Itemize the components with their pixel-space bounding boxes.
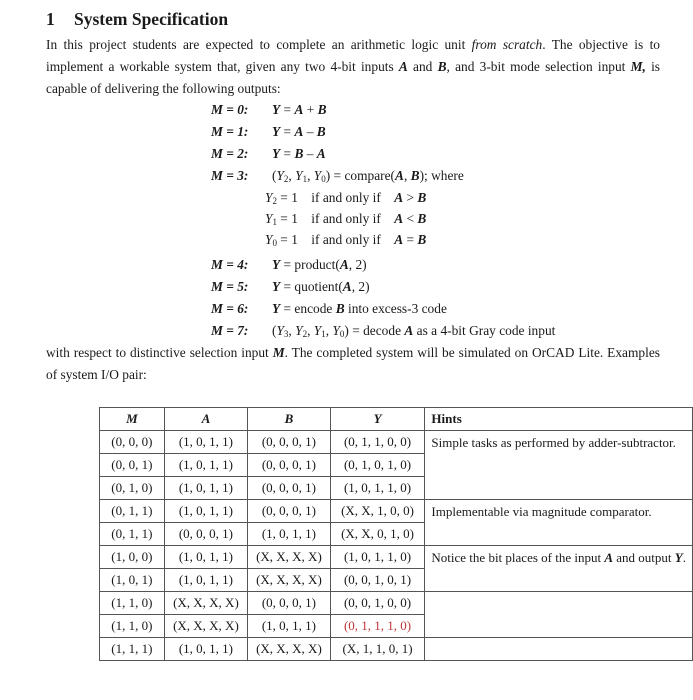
hint-cell: Implementable via magnitude comparator. xyxy=(425,500,693,546)
table-row: (1, 0, 0) (1, 0, 1, 1) (X, X, X, X) (1, 0, 1, 1, 0) Notice the bit places of the input A and output Y. xyxy=(100,546,693,569)
table-row: (0, 0, 1) (1, 0, 1, 1) (0, 0, 0, 1) (0, 1, 0, 1, 0) xyxy=(100,454,693,477)
section-title: System Specification xyxy=(74,9,229,29)
mode-expr: Y = A + B xyxy=(272,102,327,117)
outro-paragraph: with respect to distinctive selection input M. The completed system will be simulated on OrCAD Lite. Examples of system I/O pair: xyxy=(46,345,660,382)
table-row: (1, 1, 1) (1, 0, 1, 1) (X, X, X, X) (X, 1, 1, 0, 1) xyxy=(100,638,693,661)
mode-expr: ($Y_3$, $Y_2$, $Y_1$, $Y_0$) = decode A as a 4-bit Gray code input xyxy=(272,323,556,339)
mode-label: M = 5: xyxy=(211,279,249,294)
mode-label: M = 1: xyxy=(211,124,249,139)
header-y: Y xyxy=(330,408,425,431)
mode-expr: Y = product(A, 2) xyxy=(272,257,367,272)
mode-expr: Y = A – B xyxy=(272,124,326,139)
table-row: (0, 1, 1) (0, 0, 0, 1) (1, 0, 1, 1) (X, X, 0, 1, 0) xyxy=(100,523,693,546)
hint-cell-empty xyxy=(425,592,693,638)
header-hints: Hints xyxy=(425,408,693,431)
condition-row: $Y_0 = 1$ if and only if A = B xyxy=(265,232,427,248)
header-b: B xyxy=(248,408,331,431)
table-row: (1, 0, 1) (1, 0, 1, 1) (X, X, X, X) (0, 0, 1, 0, 1) xyxy=(100,569,693,592)
hint-cell: Simple tasks as performed by adder-subtractor. xyxy=(425,431,693,500)
section-number: 1 xyxy=(46,9,55,29)
mode-expr: Y = encode B into excess-3 code xyxy=(272,301,447,316)
intro-paragraph: In this project students are expected to complete an arithmetic logic unit from scratch. The objective is to implement a workable system that, given any two 4-bit inputs A and B, and 3-bit mode selection input M, is capable of delivering the following outputs: xyxy=(46,37,661,96)
hint-cell-empty xyxy=(425,638,693,661)
table-row: (0, 0, 0) (1, 0, 1, 1) (0, 0, 0, 1) (0, 1, 1, 0, 0) Simple tasks as performed by adder-subtractor. xyxy=(100,431,693,454)
hint-cell: Notice the bit places of the input A and output Y. xyxy=(425,546,693,592)
mode-label: M = 0: xyxy=(211,102,249,117)
mode-label: M = 7: xyxy=(211,323,249,338)
table-header-row xyxy=(100,408,693,431)
mode-label: M = 3: xyxy=(211,168,249,183)
mode-label: M = 6: xyxy=(211,301,249,316)
header-a: A xyxy=(164,408,247,431)
mode-expr: Y = B – A xyxy=(272,146,326,161)
table-row: (0, 1, 0) (1, 0, 1, 1) (0, 0, 0, 1) (1, 0, 1, 1, 0) xyxy=(100,477,693,500)
table-row: (0, 1, 1) (1, 0, 1, 1) (0, 0, 0, 1) (X, X, 1, 0, 0) Implementable via magnitude comparator. xyxy=(100,500,693,523)
mode-expr: Y = quotient(A, 2) xyxy=(272,279,370,294)
header-m: M xyxy=(100,408,165,431)
highlighted-output: (0, 1, 1, 1, 0) xyxy=(330,615,425,638)
table-row: (1, 1, 0) (X, X, X, X) (1, 0, 1, 1) (0, 1, 1, 1, 0) xyxy=(100,615,693,638)
mode-label: M = 2: xyxy=(211,146,249,161)
io-examples-table xyxy=(99,407,693,661)
section-heading xyxy=(46,9,228,30)
condition-row: $Y_2 = 1$ if and only if A > B xyxy=(265,190,427,206)
mode-expr: ($Y_2$, $Y_1$, $Y_0$) = compare(A, B); where xyxy=(272,168,464,184)
table-row: (1, 1, 0) (X, X, X, X) (0, 0, 0, 1) (0, 0, 1, 0, 0) xyxy=(100,592,693,615)
mode-label: M = 4: xyxy=(211,257,249,272)
condition-row: $Y_1 = 1$ if and only if A < B xyxy=(265,211,427,227)
